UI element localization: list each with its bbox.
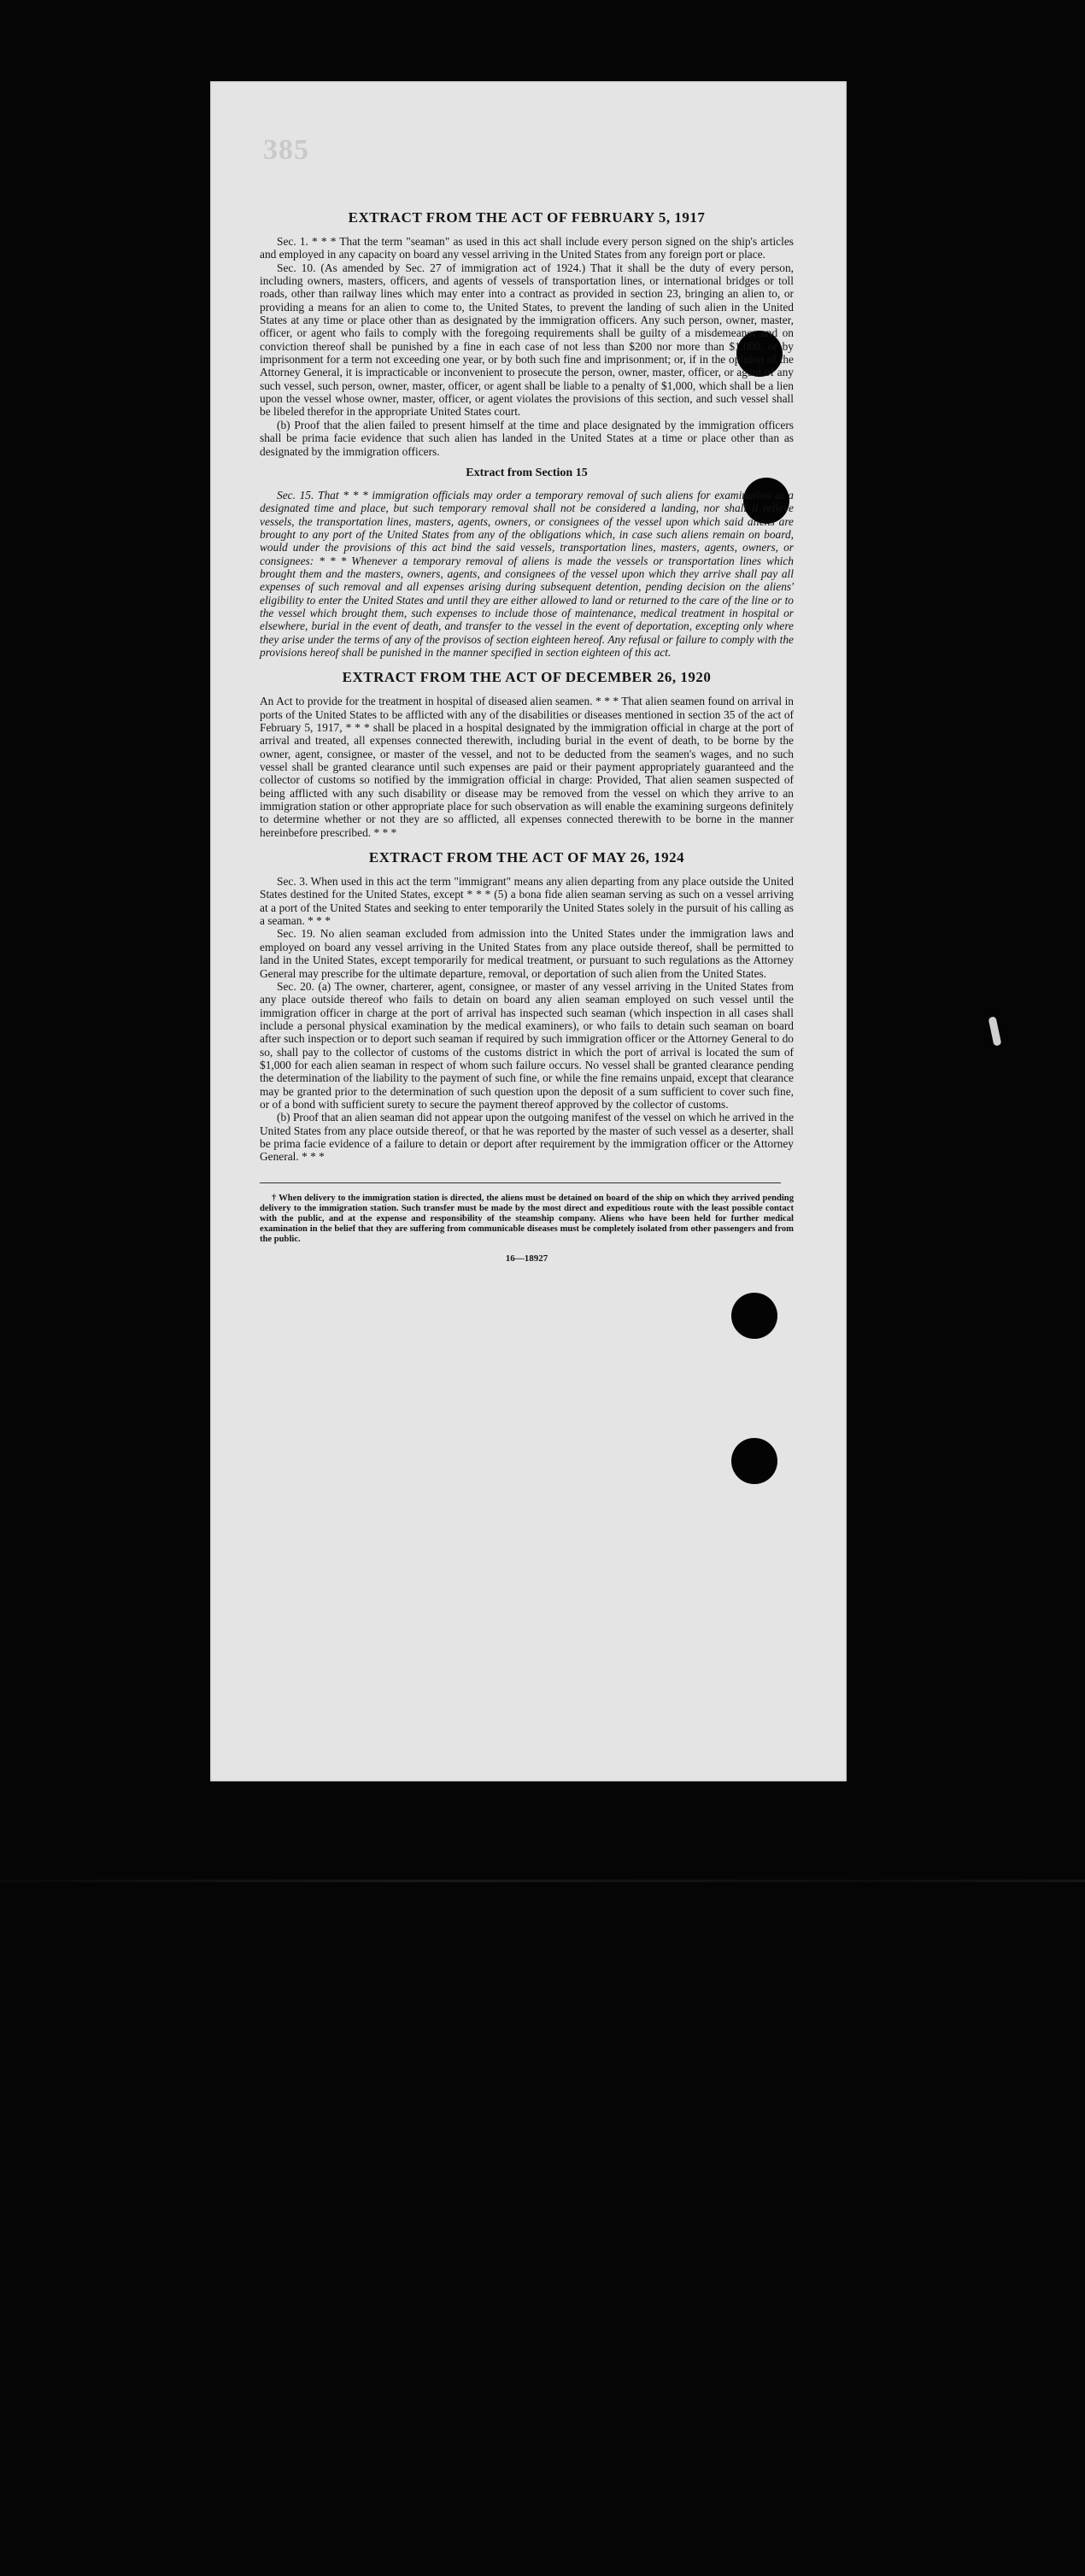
paragraph-sec-20b: (b) Proof that an alien seaman did not appear upon the outgoing manifest of the vessel on which he arrived in the United States from any place outside thereof, or that he was reported by the master of such vessel as a deserter, shall be prima facie evidence of a failure to detain or deport after requirement by the immigration officer or the Attorney General. * * *: [260, 1111, 795, 1164]
document-page: [210, 81, 847, 1781]
paragraph-sec-10: Sec. 10. (As amended by Sec. 27 of immigration act of 1924.) That it shall be the duty of every person, including owners, masters, officers, and agents of vessels of transportation lines, or international bridges or toll roads, other than railway lines which may enter into a contract as provided in section 23, bringing an alien to, or providing a means for an alien to come to, the United States, to prevent the landing of such alien in the United States at any time or place other than as designated by the immigration officers. Any such person, owner, master, officer, or agent who fails to comply with the foregoing requirements shall be guilty of a misdemeanor and on conviction thereof shall be punished by a fine in each case of not less than $200 nor more than $1,000, or by imprisonment for a term not exceeding one year, or by both such fine and imprisonment; or, if in the opinion of the Attorney General, it is impracticable or inconvenient to prosecute the person, owner, master, officer, or agent of any such vessel, such person, owner, master, officer, or agent shall be liable to a penalty of $1,000, which shall be a lien upon the vessel whose owner, master, officer, or agent violates the provisions of this section, and such vessel shall be libeled therefor in the appropriate United States court.: [260, 261, 794, 419]
document-text: [260, 209, 794, 1264]
paragraph-sec-20a: Sec. 20. (a) The owner, charterer, agent, consignee, or master of any vessel arriving in the United States from any place outside thereof who fails to detain on board any alien seaman employed on such vessel until the immigration officer in charge at the port of arrival has inspected such seaman (which inspection in all cases shall include a personal physical examination by the medical examiners), or who fails to detain such seaman on board after such inspection or to deport such seaman if required by such immigration officer or the Attorney General to do so, shall pay to the collector of customs of the customs district in which the port of arrival is located the sum of $1,000 for each alien seaman in respect of whom such failure occurs. No vessel shall be granted clearance pending the determination of the liability to the payment of such fine, or while the fine remains unpaid, except that clearance may be granted prior to the determination of such question upon the deposit of a sum sufficient to cover such fine, or of a bond with sufficient surety to secure the payment thereof approved by the collector of customs.: [260, 979, 794, 1111]
paragraph-sec-3: Sec. 3. When used in this act the term "immigrant" means any alien departing from any place outside the United States destined for the United States, except * * * (5) a bona fide alien seaman serving as such on a vessel arriving at a port of the United States and seeking to enter temporarily the United States solely in the pursuit of his calling as a seaman. * * *: [260, 875, 794, 928]
paragraph-sec-19: Sec. 19. No alien seaman excluded from admission into the United States under the immigration laws and employed on board any vessel arriving in the United States from any place outside thereof, shall be permitted to land in the United States, except temporarily for medical treatment, or pursuant to such regulations as the Attorney General may prescribe for the ultimate departure, removal, or deportation of such alien from the United States.: [260, 927, 794, 980]
faded-stamp: 385: [263, 134, 309, 166]
footnote: † When delivery to the immigration station is directed, the aliens must be detained on board of the ship on which they arrived pending delivery to the immigration station. Such transfer must be made by the most direct and expeditious route with the least possible contact with the public, and at the expense and responsibility of the steamship company. Aliens who have been held for further medical examination in the belief that they are suffering from communicable diseases must be completely isolated from other passengers and from the public.: [260, 1193, 794, 1244]
scanner-edge-line: [0, 1880, 1085, 1882]
paragraph-sec-15: Sec. 15. That * * * immigration officials may order a temporary removal of such aliens for examination at a designated time and place, but such temporary removal shall not be considered a landing, nor shall it relieve vessels, the transportation lines, masters, agents, owners, or consignees of the vessel upon which said aliens are brought to any port of the United States from any of the obligations which, in case such aliens remain on board, would under the provisions of this act bind the said vessels, transportation lines, masters, agents, owners, or consignees: * * * Whenever a temporary removal of aliens is made the vessels or transportation lines which brought them and the masters, owners, agents, and consignees of the vessel upon which they arrive shall pay all expenses of such removal and all expenses arising during subsequent detention, pending decision on the aliens' eligibility to enter the United States and until they are either allowed to land or returned to the care of the line or to the vessel which brought them, such expenses to include those of maintenance, medical treatment in hospital or elsewhere, burial in the event of death, and transfer to the vessel in the event of deportation, excepting only where they arise under the terms of any of the provisos of section eighteen hereof. Any refusal or failure to comply with the provisions hereof shall be punished in the manner specified in section eighteen of this act.: [260, 488, 794, 659]
heading-section-15: Extract from Section 15: [466, 466, 588, 479]
heading-act-1920: EXTRACT FROM THE ACT OF DECEMBER 26, 1920: [342, 669, 712, 686]
heading-act-1917: EXTRACT FROM THE ACT OF FEBRUARY 5, 1917: [348, 209, 706, 226]
footnote-divider: [260, 1182, 781, 1183]
heading-act-1924: EXTRACT FROM THE ACT OF MAY 26, 1924: [368, 849, 685, 866]
form-code: 16—18927: [505, 1253, 548, 1264]
punch-hole: [731, 1293, 777, 1339]
paragraph-sec-1: Sec. 1. * * * That the term "seaman" as used in this act shall include every person signed on the ship's articles and employed in any capacity on board any vessel arriving in the United States from any foreign port or place.: [260, 235, 794, 261]
paragraph-act-1920: An Act to provide for the treatment in hospital of diseased alien seamen. * * * That alien seamen found on arrival in ports of the United States to be afflicted with any of the disabilities or diseases mentioned in section 35 of the act of February 5, 1917, * * * shall be placed in a hospital designated by the immigration official in charge at the port of arrival and treated, all expenses connected therewith, including burial in the event of death, to be borne by the owner, agent, consignee, or master of the vessel, and not to be deducted from the seamen's wages, and no such vessel shall be granted clearance until such expenses are paid or their payment appropriately guaranteed and the collector of customs so notified by the immigration official in charge: Provided, That alien seamen suspected of being afflicted with any such disability or disease may be removed from the vessel on which they arrive to an immigration station or other appropriate place for such observation as will enable the examining surgeons definitely to determine whether or not they are so afflicted, all expenses connected therewith to be borne in the manner hereinbefore prescribed. * * *: [260, 695, 794, 839]
dust-speck: [988, 1016, 1002, 1046]
punch-hole: [731, 1438, 777, 1484]
paragraph-sec-10b: (b) Proof that the alien failed to present himself at the time and place designated by the immigration officers shall be prima facie evidence that such alien has landed in the United States at a time or place other than as designated by the immigration officers.: [260, 418, 794, 458]
